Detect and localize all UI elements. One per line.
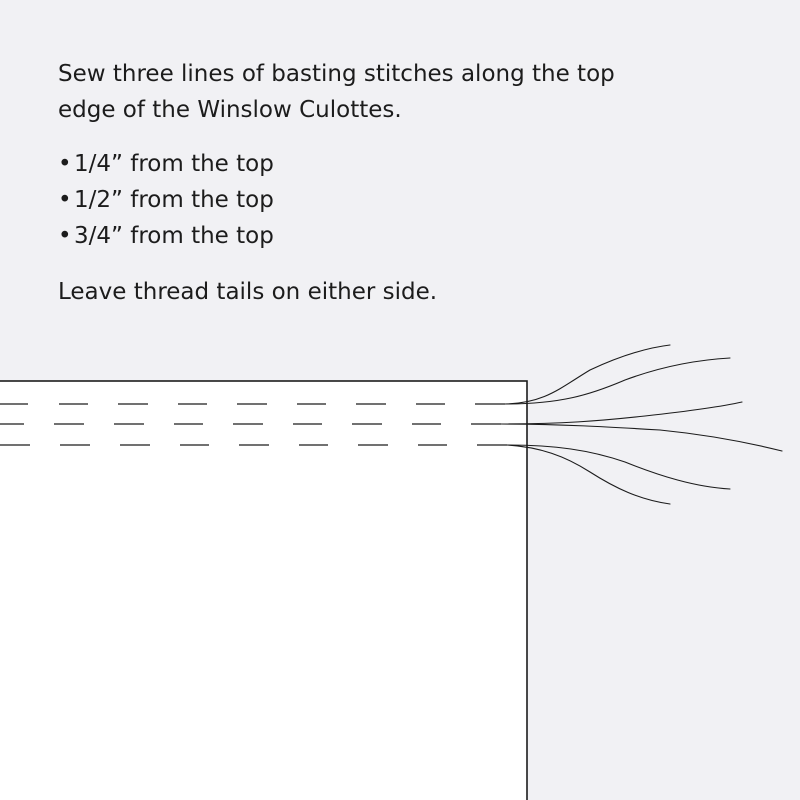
thread-tail — [501, 402, 742, 424]
thread-tail — [505, 345, 670, 404]
thread-tail — [501, 424, 782, 451]
outro-text: Leave thread tails on either side. — [58, 279, 438, 305]
bullet-icon: • — [58, 151, 72, 177]
step-text: 1/2” from the top — [74, 187, 274, 213]
step-text: 1/4” from the top — [74, 151, 274, 177]
intro-text: Sew three lines of basting stitches along the top edge of the Winslow Culottes. — [58, 61, 615, 123]
thread-tail — [507, 445, 730, 489]
thread-tail — [507, 445, 670, 504]
step-text: 3/4” from the top — [74, 223, 274, 249]
thread-tails — [501, 345, 782, 504]
bullet-icon: • — [58, 187, 72, 213]
bullet-icon: • — [58, 223, 72, 249]
thread-tail — [505, 358, 730, 404]
fabric-panel — [0, 381, 527, 800]
